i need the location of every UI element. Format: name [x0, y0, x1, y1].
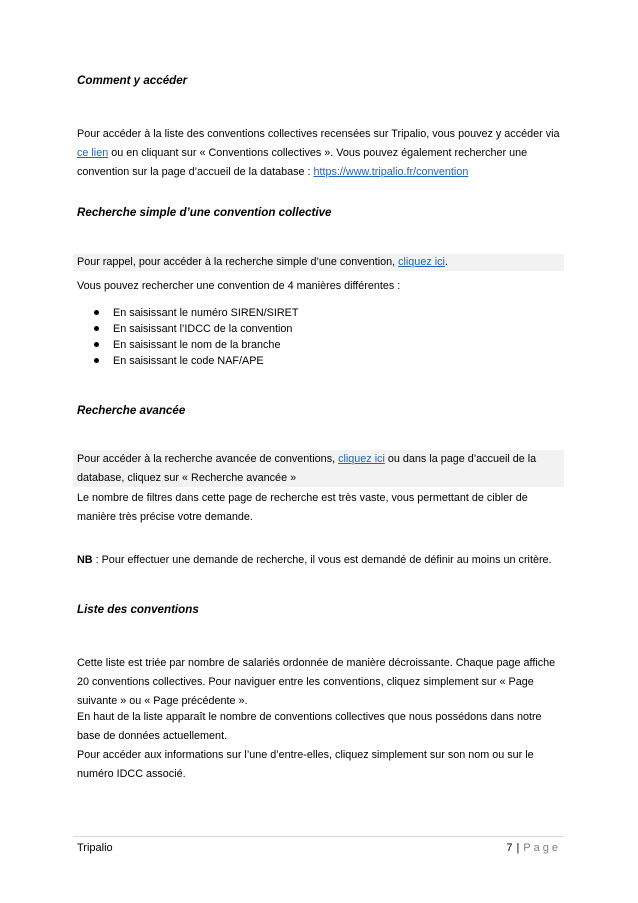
list-item — [94, 305, 298, 321]
nb-text: : Pour effectuer une demande de recherche, il vous est demandé de définir au moins un critère. — [92, 554, 552, 566]
page-label: Page — [523, 842, 561, 854]
heading-comment-y-acceder: Comment y accéder — [77, 74, 188, 87]
paragraph-text: Pour accéder à la liste des conventions collectives recensées sur Tripalio, vous pouvez y accéder via — [77, 128, 560, 140]
list-item — [94, 321, 292, 337]
footer-separator: | — [516, 842, 520, 854]
list-item-label: En saisissant le numéro SIREN/SIRET — [113, 307, 299, 319]
heading-liste-conventions: Liste des conventions — [77, 603, 199, 616]
list-item — [94, 353, 264, 369]
note-text: ou dans la page d’accueil de la database, cliquez sur « Recherche avancée » — [77, 453, 537, 484]
link-cliquez-ici-simple[interactable]: cliquez ici — [398, 256, 445, 268]
heading-recherche-avancee: Recherche avancée — [77, 404, 186, 417]
shaded-note-advanced-text — [77, 450, 567, 488]
paragraph-access — [77, 125, 567, 182]
paragraph-list-sorting: Cette liste est triée par nombre de salariés ordonnée de manière décroissante. Chaque page affiche 20 conventions collectives. Pour naviguer entre les conventions, cliquez simplement sur « Page suivante » ou « Page précédente ». — [77, 657, 556, 707]
list-item-label: En saisissant le code NAF/APE — [113, 355, 264, 367]
paragraph-filters: Le nombre de filtres dans cette page de recherche est très vaste, vous permettant de cibler de manière très précise votre demande. — [77, 492, 528, 523]
paragraph-list-count: En haut de la liste apparaît le nombre de conventions collectives que nous possédons dans notre base de données actuellement. — [77, 711, 542, 742]
list-item-label: En saisissant l’IDCC de la convention — [113, 323, 293, 335]
bullet-icon — [94, 310, 99, 315]
note-text: Pour accéder à la recherche avancée de conventions, — [77, 453, 339, 465]
heading-recherche-simple: Recherche simple d’une convention collective — [77, 206, 332, 219]
note-text: Pour rappel, pour accéder à la recherche simple d’une convention, — [77, 256, 399, 268]
list-item-label: En saisissant le nom de la branche — [113, 339, 281, 351]
intro-4-ways: Vous pouvez rechercher une convention de 4 manières différentes : — [77, 280, 401, 292]
nb-label: NB — [77, 554, 93, 566]
link-tripalio-convention[interactable]: https://www.tripalio.fr/convention — [313, 166, 469, 178]
paragraph-nb — [77, 551, 567, 570]
bullet-icon — [94, 358, 99, 363]
note-text: . — [444, 256, 448, 268]
paragraph-text: ou en cliquant sur « Conventions collectives ». Vous pouvez également rechercher une convention sur la page d’accueil de la database : — [77, 147, 528, 178]
footer-page-number — [506, 841, 561, 855]
paragraph-list-access: Pour accéder aux informations sur l’une d’entre-elles, cliquez simplement sur son nom ou sur le numéro IDCC associé. — [77, 749, 534, 780]
list-item — [94, 337, 280, 353]
link-cliquez-ici-avancee[interactable]: cliquez ici — [338, 453, 385, 465]
footer-divider — [73, 836, 564, 837]
shaded-note-text — [77, 254, 567, 271]
page-number: 7 — [506, 842, 513, 854]
bullet-icon — [94, 342, 99, 347]
footer-company: Tripalio — [77, 842, 113, 854]
bullet-icon — [94, 326, 99, 331]
link-ce-lien[interactable]: ce lien — [77, 147, 109, 159]
